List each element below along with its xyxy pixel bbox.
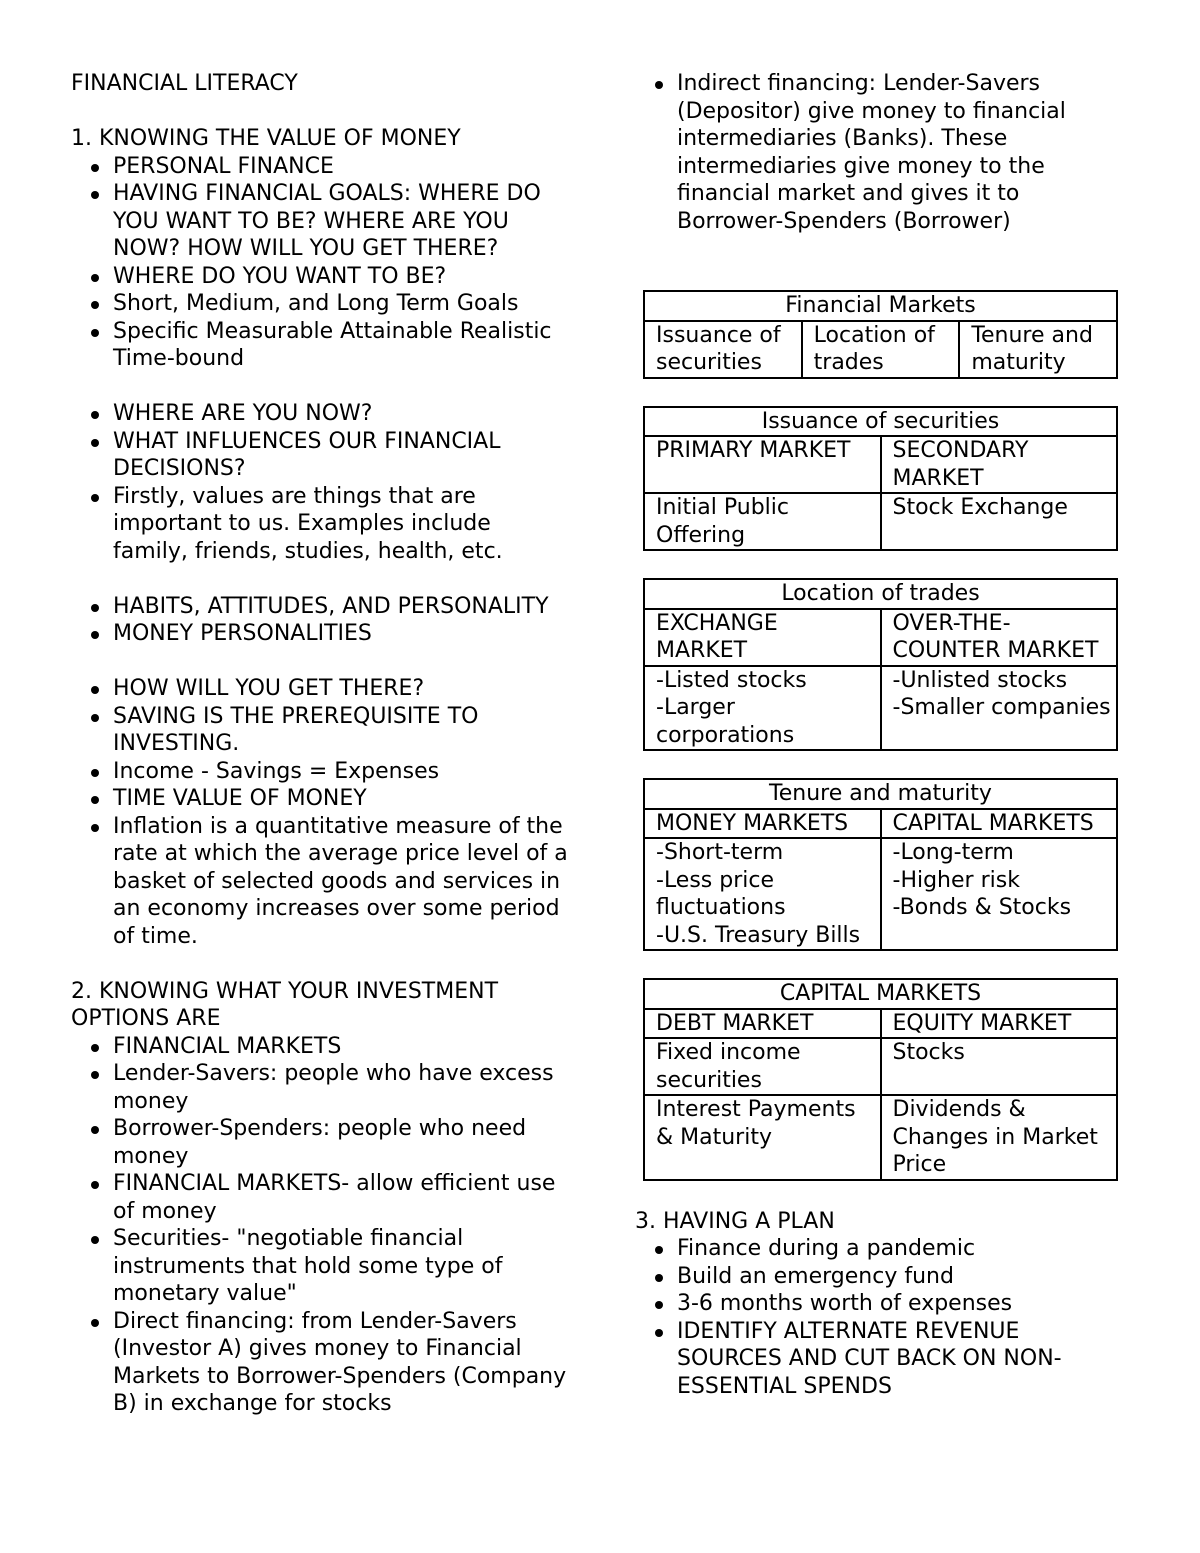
table-cell: EXCHANGE MARKET bbox=[644, 609, 881, 666]
table-cell: -Short-term -Less price fluctuations -U.S. Treasury Bills bbox=[644, 838, 881, 950]
list-item: Short, Medium, and Long Term Goals bbox=[113, 290, 571, 318]
table-cell: Fixed income securities bbox=[644, 1038, 881, 1095]
table-cell: DEBT MARKET bbox=[644, 1009, 881, 1039]
table-cell: Issuance of securities bbox=[644, 321, 802, 378]
section-1-heading: 1. KNOWING THE VALUE OF MONEY bbox=[71, 126, 461, 151]
table-cell: CAPITAL MARKETS bbox=[881, 809, 1118, 839]
table-row bbox=[644, 838, 1117, 950]
table-row bbox=[644, 809, 1117, 839]
table-row bbox=[644, 436, 1117, 493]
section-1-list-d bbox=[71, 675, 571, 950]
table-cell: -Long-term -Higher risk -Bonds & Stocks bbox=[881, 838, 1118, 950]
table-cell: Location of trades bbox=[802, 321, 960, 378]
list-item: MONEY PERSONALITIES bbox=[113, 620, 571, 648]
table-cell: Interest Payments & Maturity bbox=[644, 1095, 881, 1180]
list-item: IDENTIFY ALTERNATE REVENUE SOURCES AND CUT BACK ON NON-ESSENTIAL SPENDS bbox=[677, 1318, 1125, 1401]
table-caption: Location of trades bbox=[644, 579, 1117, 609]
list-item: WHERE DO YOU WANT TO BE? bbox=[113, 263, 571, 291]
table-cell: OVER-THE-COUNTER MARKET bbox=[881, 609, 1118, 666]
list-item: WHAT INFLUENCES OUR FINANCIAL DECISIONS? bbox=[113, 428, 571, 483]
list-item: TIME VALUE OF MONEY bbox=[113, 785, 571, 813]
table-caption: CAPITAL MARKETS bbox=[644, 979, 1117, 1009]
list-item: HOW WILL YOU GET THERE? bbox=[113, 675, 571, 703]
table-cell: -Listed stocks -Larger corporations bbox=[644, 666, 881, 751]
left-column bbox=[71, 70, 571, 1418]
table-row bbox=[644, 321, 1117, 378]
list-item: HABITS, ATTITUDES, AND PERSONALITY bbox=[113, 593, 571, 621]
table-row bbox=[644, 1009, 1117, 1039]
list-item: Lender-Savers: people who have excess money bbox=[113, 1060, 571, 1115]
table-cell: PRIMARY MARKET bbox=[644, 436, 881, 493]
list-item: WHERE ARE YOU NOW? bbox=[113, 400, 571, 428]
table-caption: Financial Markets bbox=[644, 291, 1117, 321]
table-caption: Issuance of securities bbox=[644, 407, 1117, 437]
list-item: Specific Measurable Attainable Realistic Time-bound bbox=[113, 318, 571, 373]
table-cell: Initial Public Offering bbox=[644, 493, 881, 550]
list-item: HAVING FINANCIAL GOALS: WHERE DO YOU WANT TO BE? WHERE ARE YOU NOW? HOW WILL YOU GET THERE? bbox=[113, 180, 571, 263]
section-1-list-c bbox=[71, 593, 571, 648]
table-cell: Tenure and maturity bbox=[959, 321, 1117, 378]
list-item: Income - Savings = Expenses bbox=[113, 758, 571, 786]
issuance-of-securities-table bbox=[643, 406, 1118, 552]
section-1-list-b bbox=[71, 400, 571, 565]
list-item: Indirect financing: Lender-Savers (Depositor) give money to financial intermediaries (Banks). These intermediaries give money to the financial market and gives it to Borrower-Spenders (Borrower) bbox=[677, 70, 1125, 235]
section-3-heading: 3. HAVING A PLAN bbox=[635, 1208, 835, 1234]
table-row bbox=[644, 493, 1117, 550]
list-item: Direct financing: from Lender-Savers (Investor A) gives money to Financial Markets to Borrower-Spenders (Company B) in exchange for stocks bbox=[113, 1308, 571, 1418]
capital-markets-table bbox=[643, 978, 1118, 1181]
table-cell: EQUITY MARKET bbox=[881, 1009, 1118, 1039]
list-item: Build an emergency fund bbox=[677, 1263, 1125, 1291]
list-item: Finance during a pandemic bbox=[677, 1235, 1125, 1263]
location-of-trades-table bbox=[643, 578, 1118, 751]
section-2-heading: 2. KNOWING WHAT YOUR INVESTMENT OPTIONS ARE bbox=[71, 978, 499, 1031]
list-item: FINANCIAL MARKETS bbox=[113, 1033, 571, 1061]
table-caption: Tenure and maturity bbox=[644, 779, 1117, 809]
table-cell: SECONDARY MARKET bbox=[881, 436, 1118, 493]
tenure-and-maturity-table bbox=[643, 778, 1118, 951]
section-3-list bbox=[635, 1235, 1125, 1400]
list-item: FINANCIAL MARKETS- allow efficient use of money bbox=[113, 1170, 571, 1225]
right-column bbox=[635, 70, 1125, 1400]
table-row bbox=[644, 609, 1117, 666]
table-cell: MONEY MARKETS bbox=[644, 809, 881, 839]
table-cell: Stock Exchange bbox=[881, 493, 1118, 550]
document-title: FINANCIAL LITERACY bbox=[71, 71, 298, 96]
table-cell: Dividends & Changes in Market Price bbox=[881, 1095, 1118, 1180]
list-item: Borrower-Spenders: people who need money bbox=[113, 1115, 571, 1170]
section-2-list bbox=[71, 1033, 571, 1418]
table-row bbox=[644, 1095, 1117, 1180]
list-item: SAVING IS THE PREREQUISITE TO INVESTING. bbox=[113, 703, 571, 758]
table-cell: Stocks bbox=[881, 1038, 1118, 1095]
list-item: PERSONAL FINANCE bbox=[113, 153, 571, 181]
section-1-list-a bbox=[71, 153, 571, 373]
section-2-list-continued bbox=[635, 70, 1125, 235]
list-item: Firstly, values are things that are important to us. Examples include family, friends, studies, health, etc. bbox=[113, 483, 571, 566]
list-item: Securities- "negotiable financial instruments that hold some type of monetary value" bbox=[113, 1225, 571, 1308]
financial-markets-table bbox=[643, 290, 1118, 379]
table-cell: -Unlisted stocks -Smaller companies bbox=[881, 666, 1118, 751]
table-row bbox=[644, 666, 1117, 751]
list-item: Inflation is a quantitative measure of the rate at which the average price level of a basket of selected goods and services in an economy increases over some period of time. bbox=[113, 813, 571, 951]
table-row bbox=[644, 1038, 1117, 1095]
list-item: 3-6 months worth of expenses bbox=[677, 1290, 1125, 1318]
